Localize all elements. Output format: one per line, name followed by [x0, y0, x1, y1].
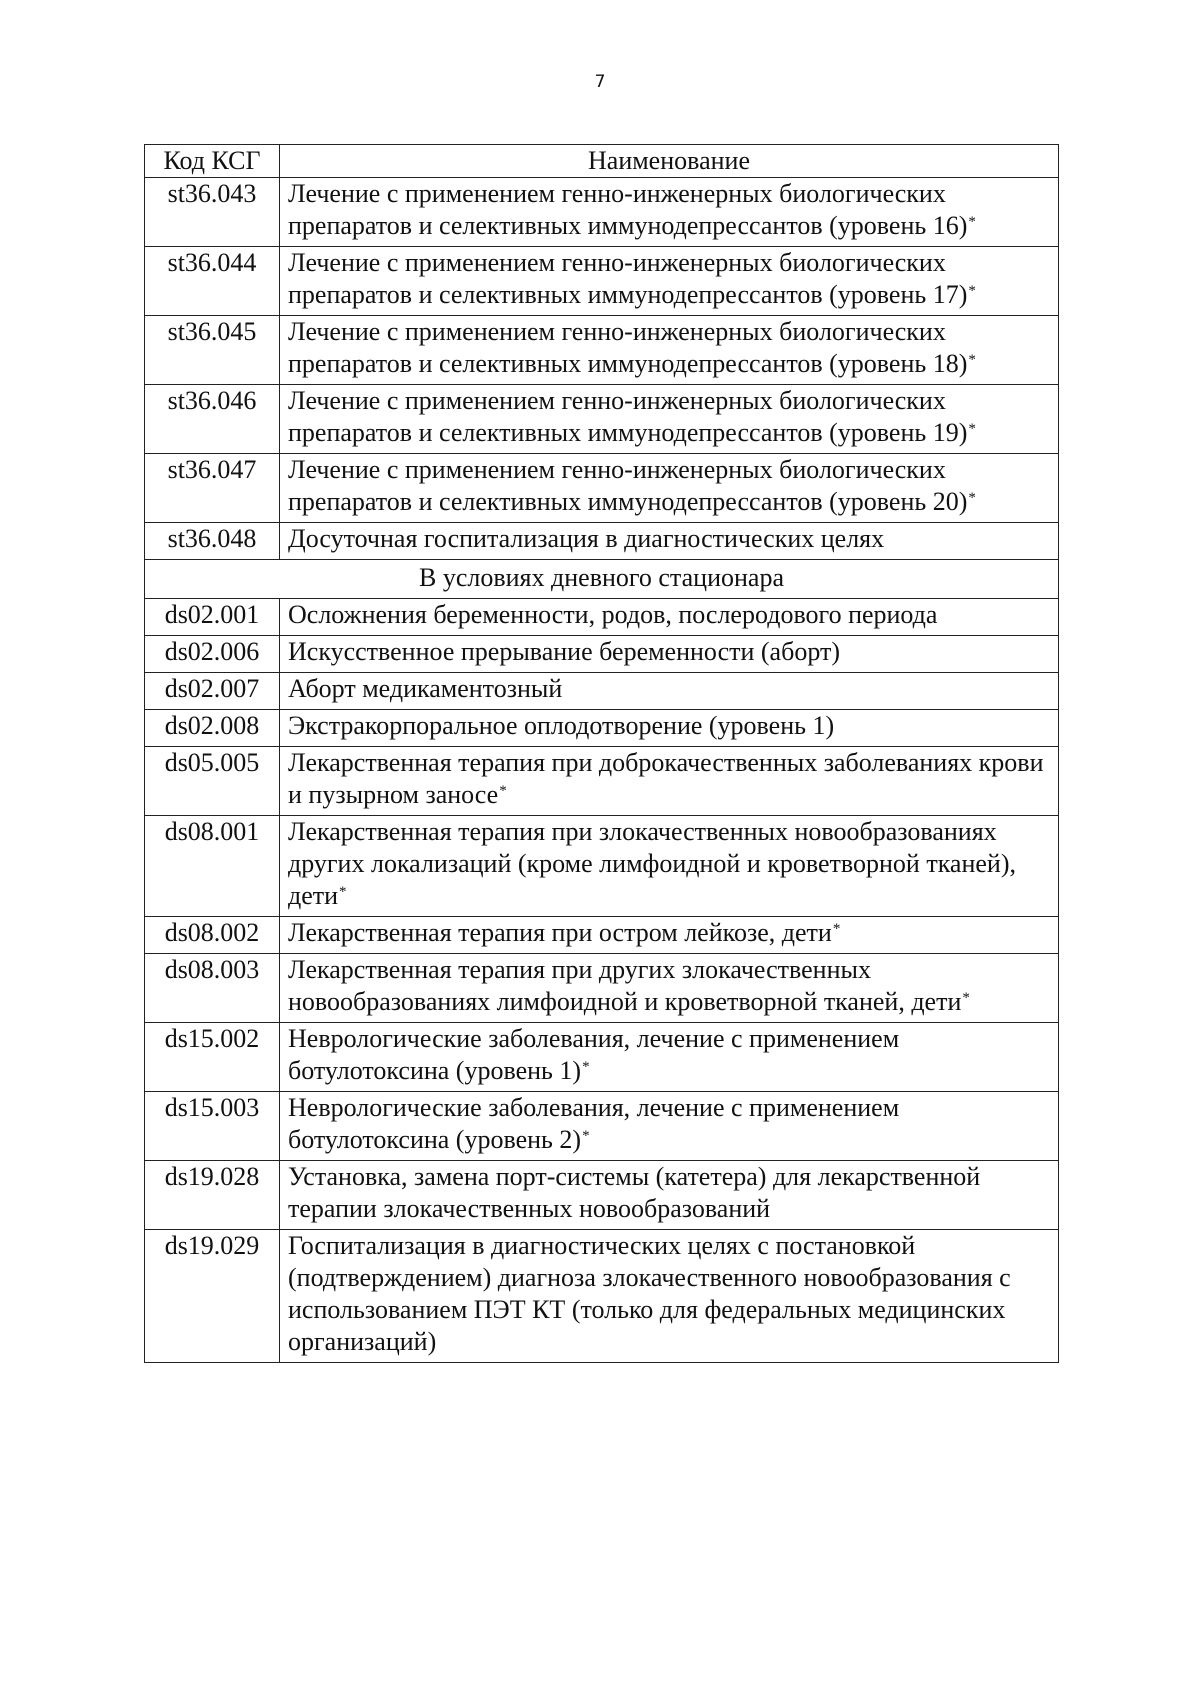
ksg-name: Лечение с применением генно-инженерных биологических препаратов и селективных иммунодепрессантов (уровень 19) — [288, 386, 968, 447]
ksg-name: Аборт медикаментозный — [288, 674, 563, 703]
ksg-name: Неврологические заболевания, лечение с применением ботулотоксина (уровень 2) — [288, 1093, 900, 1154]
ksg-name-cell — [280, 1230, 1059, 1363]
ksg-name-cell — [280, 917, 1059, 954]
ksg-name: Лекарственная терапия при доброкачественных заболеваниях крови и пузырном заносе — [288, 748, 1044, 809]
table-row — [145, 523, 1059, 560]
table-row — [145, 385, 1059, 454]
ksg-name: Лекарственная терапия при остром лейкозе, дети — [288, 918, 832, 947]
ksg-code: st36.045 — [145, 316, 280, 385]
footnote-mark: * — [968, 421, 976, 437]
ksg-code: st36.048 — [145, 523, 280, 560]
footnote-mark: * — [962, 990, 970, 1006]
ksg-name: Лечение с применением генно-инженерных биологических препаратов и селективных иммунодепрессантов (уровень 20) — [288, 455, 968, 516]
footnote-mark: * — [339, 884, 347, 900]
ksg-name: Досуточная госпитализация в диагностических целях — [288, 524, 885, 553]
ksg-code: ds05.005 — [145, 747, 280, 816]
table-row — [145, 954, 1059, 1023]
footnote-mark: * — [582, 1059, 590, 1075]
ksg-code: ds15.002 — [145, 1023, 280, 1092]
ksg-name-cell — [280, 1023, 1059, 1092]
footnote-mark: * — [968, 490, 976, 506]
ksg-name-cell — [280, 1092, 1059, 1161]
ksg-code: ds02.001 — [145, 599, 280, 636]
table-header-row — [145, 145, 1059, 178]
table-row — [145, 673, 1059, 710]
header-name: Наименование — [280, 145, 1059, 178]
page-number: 7 — [594, 72, 606, 92]
ksg-name: Лечение с применением генно-инженерных биологических препаратов и селективных иммунодепрессантов (уровень 17) — [288, 248, 968, 309]
table-row — [145, 747, 1059, 816]
ksg-name-cell — [280, 710, 1059, 747]
section-row — [145, 560, 1059, 599]
ksg-code: ds15.003 — [145, 1092, 280, 1161]
ksg-code: st36.043 — [145, 178, 280, 247]
ksg-code: ds02.007 — [145, 673, 280, 710]
table-row — [145, 1023, 1059, 1092]
table-body-part1 — [145, 178, 1059, 560]
ksg-name-cell — [280, 247, 1059, 316]
footnote-mark: * — [582, 1128, 590, 1144]
ksg-name-cell — [280, 599, 1059, 636]
ksg-code: ds08.003 — [145, 954, 280, 1023]
table-row — [145, 710, 1059, 747]
ksg-name-cell — [280, 454, 1059, 523]
ksg-name: Установка, замена порт-системы (катетера) для лекарственной терапии злокачественных новообразований — [288, 1162, 981, 1223]
ksg-name-cell — [280, 1161, 1059, 1230]
ksg-name: Искусственное прерывание беременности (аборт) — [288, 637, 840, 666]
ksg-name-cell — [280, 178, 1059, 247]
ksg-name: Госпитализация в диагностических целях с постановкой (подтверждением) диагноза злокачественного новообразования с использованием ПЭТ КТ (только для федеральных медицинских организаций) — [288, 1231, 1011, 1356]
ksg-code: st36.047 — [145, 454, 280, 523]
table-row — [145, 917, 1059, 954]
footnote-mark: * — [832, 921, 841, 937]
ksg-code: ds02.006 — [145, 636, 280, 673]
ksg-name-cell — [280, 673, 1059, 710]
ksg-name: Лекарственная терапия при других злокачественных новообразованиях лимфоидной и кроветворной тканей, дети — [288, 955, 962, 1016]
ksg-name: Лечение с применением генно-инженерных биологических препаратов и селективных иммунодепрессантов (уровень 16) — [288, 179, 968, 240]
footnote-mark: * — [968, 283, 976, 299]
ksg-name-cell — [280, 523, 1059, 560]
ksg-code: ds02.008 — [145, 710, 280, 747]
table-row — [145, 816, 1059, 917]
table-row — [145, 454, 1059, 523]
ksg-name-cell — [280, 816, 1059, 917]
header-code: Код КСГ — [145, 145, 280, 178]
table-row — [145, 1092, 1059, 1161]
ksg-name-cell — [280, 636, 1059, 673]
ksg-code: ds19.028 — [145, 1161, 280, 1230]
ksg-name: Осложнения беременности, родов, послеродового периода — [288, 600, 938, 629]
ksg-code: ds19.029 — [145, 1230, 280, 1363]
section-row-group — [145, 560, 1059, 599]
table-row — [145, 1161, 1059, 1230]
table-row — [145, 636, 1059, 673]
ksg-name-cell — [280, 385, 1059, 454]
footnote-mark: * — [968, 352, 976, 368]
table-row — [145, 316, 1059, 385]
ksg-code: ds08.001 — [145, 816, 280, 917]
ksg-table — [144, 144, 1059, 1363]
ksg-code: st36.044 — [145, 247, 280, 316]
ksg-name: Лекарственная терапия при злокачественных новообразованиях других локализаций (кроме лимфоидной и кроветворной тканей), дети — [288, 817, 1016, 910]
footnote-mark: * — [499, 783, 507, 799]
table-row — [145, 1230, 1059, 1363]
ksg-name-cell — [280, 954, 1059, 1023]
ksg-name-cell — [280, 747, 1059, 816]
ksg-name-cell — [280, 316, 1059, 385]
table-row — [145, 599, 1059, 636]
section-title: В условиях дневного стационара — [145, 560, 1059, 599]
ksg-code: st36.046 — [145, 385, 280, 454]
ksg-name: Неврологические заболевания, лечение с применением ботулотоксина (уровень 1) — [288, 1024, 900, 1085]
table-row — [145, 178, 1059, 247]
table-body-part2 — [145, 599, 1059, 1363]
ksg-code: ds08.002 — [145, 917, 280, 954]
footnote-mark: * — [968, 214, 976, 230]
ksg-name: Экстракорпоральное оплодотворение (уровень 1) — [288, 711, 835, 740]
table-row — [145, 247, 1059, 316]
ksg-name: Лечение с применением генно-инженерных биологических препаратов и селективных иммунодепрессантов (уровень 18) — [288, 317, 968, 378]
